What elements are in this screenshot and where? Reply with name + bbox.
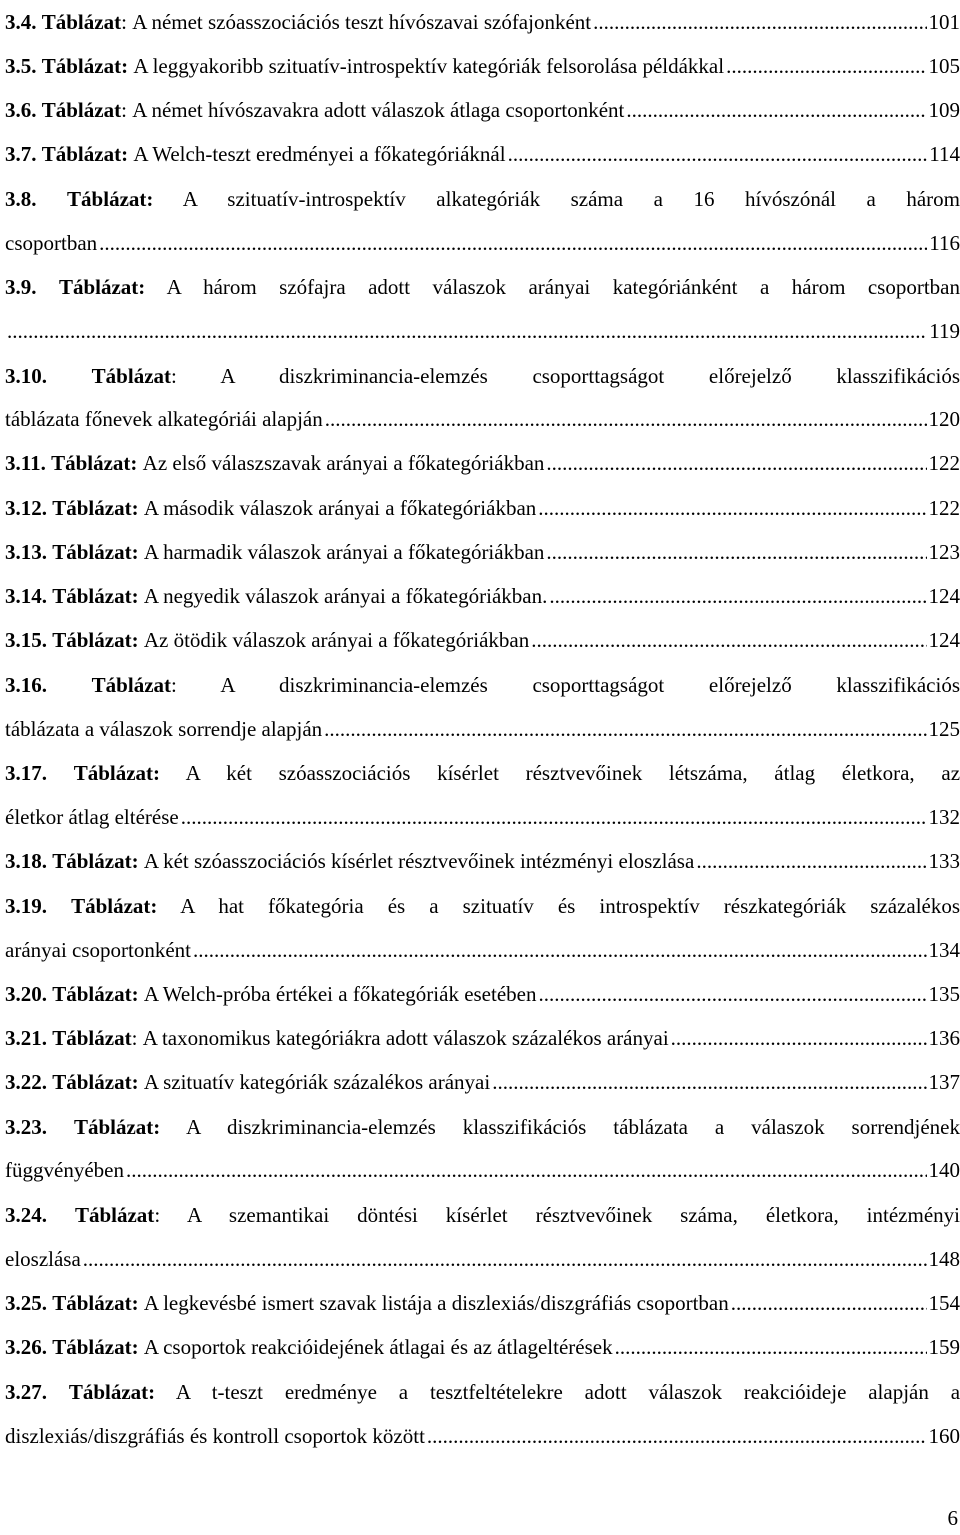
entry-gap bbox=[37, 187, 68, 211]
entry-number: 3.26. bbox=[5, 1335, 47, 1360]
toc-line bbox=[5, 354, 960, 398]
entry-label: Táblázat: bbox=[52, 628, 139, 653]
toc-entry[interactable] bbox=[5, 88, 960, 132]
entry-separator bbox=[155, 1380, 176, 1404]
dot-leader bbox=[427, 1424, 927, 1449]
toc-entry[interactable] bbox=[5, 1105, 960, 1193]
entry-title: A t-teszt eredménye a tesztfeltételekre adott válaszok reakcióideje alapján a bbox=[175, 1379, 960, 1404]
toc-entry[interactable] bbox=[5, 663, 960, 751]
toc-line bbox=[5, 44, 960, 88]
entry-number: 3.11. bbox=[5, 451, 46, 476]
entry-label: Táblázat: bbox=[52, 584, 139, 609]
entry-title: A hat főkategória és a szituatív és introspektív részkategóriák százalékos bbox=[180, 893, 960, 918]
dot-leader bbox=[538, 496, 926, 521]
toc-line bbox=[5, 133, 960, 177]
entry-number: 3.25. bbox=[5, 1291, 47, 1316]
toc-entry[interactable] bbox=[5, 619, 960, 663]
entry-page: 148 bbox=[928, 1246, 960, 1271]
toc-entry[interactable] bbox=[5, 486, 960, 530]
entry-title: A leggyakoribb szituatív-introspektív kategóriák felsorolása példákkal bbox=[133, 53, 725, 78]
entry-gap bbox=[47, 1380, 69, 1404]
dot-leader bbox=[7, 319, 927, 344]
entry-number: 3.17. bbox=[5, 761, 47, 786]
toc-entry[interactable] bbox=[5, 354, 960, 442]
dot-leader bbox=[671, 1026, 927, 1051]
entry-page: 137 bbox=[928, 1070, 960, 1095]
dot-leader bbox=[696, 849, 926, 874]
entry-title: A legkevésbé ismert szavak listája a diszlexiás/diszgráfiás csoportban bbox=[143, 1291, 729, 1316]
dot-leader bbox=[325, 407, 927, 432]
entry-number: 3.6. bbox=[5, 97, 37, 122]
entry-page: 122 bbox=[928, 451, 960, 476]
entry-label: Táblázat bbox=[91, 672, 172, 697]
dot-leader bbox=[193, 938, 926, 963]
entry-page: 154 bbox=[928, 1291, 960, 1316]
entry-label: Táblázat: bbox=[52, 981, 139, 1006]
toc-line bbox=[5, 1061, 960, 1105]
dot-leader bbox=[546, 540, 926, 565]
entry-page: 124 bbox=[928, 584, 960, 609]
entry-label: Táblázat: bbox=[73, 1114, 161, 1139]
toc-entry[interactable] bbox=[5, 574, 960, 618]
entry-page: 125 bbox=[928, 716, 960, 741]
entry-label: Táblázat: bbox=[51, 451, 138, 476]
entry-title: A két szóasszociációs kísérlet résztvevőinek létszáma, átlag életkora, az bbox=[185, 761, 960, 786]
toc-line bbox=[5, 619, 960, 663]
dot-leader bbox=[83, 1247, 927, 1272]
entry-title: A szemantikai döntési kísérlet résztvevőinek száma, életkora, intézményi bbox=[186, 1203, 960, 1228]
entry-number: 3.7. bbox=[5, 142, 37, 167]
entry-title: A két szóasszociációs kísérlet résztvevőinek intézményi eloszlása bbox=[143, 849, 695, 874]
entry-gap bbox=[47, 1203, 75, 1227]
entry-title: A diszkriminancia-elemzés csoporttagságot előrejelző klasszifikációs bbox=[220, 672, 960, 697]
entry-number: 3.16. bbox=[5, 672, 47, 697]
entry-number: 3.8. bbox=[5, 186, 37, 211]
toc-entry[interactable] bbox=[5, 1061, 960, 1105]
toc-entry[interactable] bbox=[5, 751, 960, 839]
entry-label: Táblázat: bbox=[68, 1379, 156, 1404]
entry-title: A negyedik válaszok arányai a főkategóriákban. bbox=[143, 584, 548, 609]
toc-entry[interactable] bbox=[5, 972, 960, 1016]
toc-line bbox=[5, 751, 960, 795]
dot-leader bbox=[615, 1335, 927, 1360]
entry-label: Táblázat: bbox=[71, 893, 158, 918]
entry-gap bbox=[47, 673, 92, 697]
toc-entry[interactable] bbox=[5, 177, 960, 265]
entry-separator bbox=[157, 894, 180, 918]
entry-separator: : bbox=[171, 672, 221, 697]
entry-label: Táblázat bbox=[41, 97, 122, 122]
entry-label: Táblázat: bbox=[73, 761, 161, 786]
toc-entry[interactable] bbox=[5, 265, 960, 353]
entry-separator bbox=[160, 761, 186, 785]
toc-line bbox=[5, 1414, 960, 1458]
entry-title: A diszkriminancia-elemzés csoporttagságot előrejelző klasszifikációs bbox=[220, 363, 960, 388]
entry-page: 101 bbox=[928, 9, 960, 34]
entry-separator bbox=[145, 275, 166, 299]
entry-number: 3.23. bbox=[5, 1114, 47, 1139]
entry-title: Az ötödik válaszok arányai a főkategóriákban bbox=[143, 628, 530, 653]
entry-number: 3.5. bbox=[5, 53, 37, 78]
entry-title: A német szóasszociációs teszt hívószavai szófajonként bbox=[132, 9, 592, 34]
dot-leader bbox=[726, 54, 926, 79]
table-of-contents bbox=[5, 0, 960, 1458]
entry-number: 3.19. bbox=[5, 893, 47, 918]
toc-entry[interactable] bbox=[5, 44, 960, 88]
entry-separator bbox=[160, 1115, 186, 1139]
entry-title: A szituatív kategóriák százalékos arányai bbox=[143, 1070, 491, 1095]
entry-label: Táblázat: bbox=[67, 186, 154, 211]
toc-line bbox=[5, 0, 960, 44]
toc-entry[interactable] bbox=[5, 840, 960, 884]
entry-number: 3.14. bbox=[5, 584, 47, 609]
entry-label: Táblázat: bbox=[41, 53, 129, 78]
entry-page: 122 bbox=[928, 495, 960, 520]
entry-number: 3.18. bbox=[5, 849, 47, 874]
entry-page: 136 bbox=[928, 1025, 960, 1050]
entry-separator: : bbox=[131, 1025, 143, 1050]
toc-entry[interactable] bbox=[5, 133, 960, 177]
entry-number: 3.22. bbox=[5, 1070, 47, 1095]
toc-line bbox=[5, 663, 960, 707]
entry-page: 140 bbox=[928, 1158, 960, 1183]
entry-separator bbox=[153, 187, 182, 211]
entry-page: 132 bbox=[928, 804, 960, 829]
entry-gap bbox=[47, 761, 74, 785]
dot-leader bbox=[508, 142, 928, 167]
entry-page: 124 bbox=[928, 628, 960, 653]
entry-number: 3.13. bbox=[5, 539, 47, 564]
toc-line bbox=[5, 88, 960, 132]
entry-label: Táblázat bbox=[52, 1025, 132, 1050]
toc-line bbox=[5, 1105, 960, 1149]
entry-title: A második válaszok arányai a főkategóriákban bbox=[143, 495, 537, 520]
entry-label: Táblázat: bbox=[52, 849, 139, 874]
toc-line bbox=[5, 177, 960, 221]
dot-leader bbox=[731, 1291, 927, 1316]
entry-title: A Welch-teszt eredményei a főkategóriáknál bbox=[133, 142, 506, 167]
entry-title-continued: eloszlása bbox=[5, 1246, 81, 1271]
entry-gap bbox=[37, 275, 59, 299]
toc-line bbox=[5, 221, 960, 265]
entry-separator: : bbox=[171, 363, 221, 388]
dot-leader bbox=[531, 628, 926, 653]
toc-line bbox=[5, 265, 960, 309]
entry-title-continued: függvényében bbox=[5, 1158, 124, 1183]
toc-line bbox=[5, 309, 960, 353]
entry-gap bbox=[47, 894, 71, 918]
toc-line bbox=[5, 707, 960, 751]
entry-number: 3.24. bbox=[5, 1203, 47, 1228]
entry-title-continued: táblázata a válaszok sorrendje alapján bbox=[5, 716, 323, 741]
entry-title: A csoportok reakcióidejének átlagai és az átlageltérések bbox=[143, 1335, 613, 1360]
dot-leader bbox=[626, 98, 926, 123]
entry-label: Táblázat: bbox=[52, 495, 139, 520]
toc-line bbox=[5, 574, 960, 618]
entry-number: 3.27. bbox=[5, 1379, 47, 1404]
entry-title: A taxonomikus kategóriákra adott válaszok százalékos arányai bbox=[142, 1025, 669, 1050]
entry-page: 134 bbox=[928, 937, 960, 962]
dot-leader bbox=[546, 451, 926, 476]
toc-entry[interactable] bbox=[5, 884, 960, 972]
entry-page: 159 bbox=[928, 1335, 960, 1360]
toc-line bbox=[5, 1016, 960, 1060]
entry-page: 105 bbox=[928, 53, 960, 78]
entry-label: Táblázat: bbox=[58, 275, 146, 300]
toc-line bbox=[5, 972, 960, 1016]
entry-label: Táblázat: bbox=[52, 539, 139, 564]
entry-separator: : bbox=[121, 97, 133, 122]
dot-leader bbox=[538, 982, 926, 1007]
entry-number: 3.21. bbox=[5, 1025, 47, 1050]
toc-line bbox=[5, 795, 960, 839]
dot-leader bbox=[549, 584, 926, 609]
entry-label: Táblázat: bbox=[41, 142, 129, 167]
toc-line bbox=[5, 1237, 960, 1281]
entry-number: 3.20. bbox=[5, 981, 47, 1006]
toc-entry[interactable] bbox=[5, 530, 960, 574]
toc-entry[interactable] bbox=[5, 1326, 960, 1370]
toc-line bbox=[5, 1149, 960, 1193]
entry-separator: : bbox=[154, 1203, 187, 1228]
entry-title-continued: diszlexiás/diszgráfiás és kontroll csoportok között bbox=[5, 1423, 425, 1448]
toc-entry[interactable] bbox=[5, 442, 960, 486]
entry-title: A Welch-próba értékei a főkategóriák esetében bbox=[143, 981, 537, 1006]
entry-label: Táblázat: bbox=[52, 1070, 139, 1095]
toc-line bbox=[5, 398, 960, 442]
dot-leader bbox=[593, 10, 926, 35]
entry-title: A német hívószavakra adott válaszok átlaga csoportonként bbox=[132, 97, 625, 122]
entry-page: 116 bbox=[929, 230, 960, 255]
toc-entry[interactable] bbox=[5, 1016, 960, 1060]
entry-page: 135 bbox=[928, 981, 960, 1006]
entry-label: Táblázat bbox=[91, 363, 172, 388]
entry-page: 109 bbox=[928, 97, 960, 122]
toc-line bbox=[5, 884, 960, 928]
entry-number: 3.4. bbox=[5, 9, 37, 34]
entry-number: 3.9. bbox=[5, 275, 37, 300]
toc-line bbox=[5, 530, 960, 574]
dot-leader bbox=[99, 231, 927, 256]
entry-title: A három szófajra adott válaszok arányai kategóriánként a három csoportban bbox=[166, 275, 960, 300]
toc-line bbox=[5, 840, 960, 884]
entry-label: Táblázat bbox=[74, 1203, 155, 1228]
entry-label: Táblázat: bbox=[52, 1291, 139, 1316]
entry-title: A diszkriminancia-elemzés klasszifikációs táblázata a válaszok sorrendjének bbox=[186, 1114, 960, 1139]
toc-line bbox=[5, 928, 960, 972]
toc-entry[interactable] bbox=[5, 0, 960, 44]
dot-leader bbox=[181, 805, 927, 830]
entry-number: 3.10. bbox=[5, 363, 47, 388]
entry-gap bbox=[47, 1115, 74, 1139]
entry-page: 119 bbox=[929, 318, 960, 343]
toc-line bbox=[5, 1281, 960, 1325]
toc-line bbox=[5, 1326, 960, 1370]
entry-page: 160 bbox=[928, 1423, 960, 1448]
page-number: 6 bbox=[947, 1506, 958, 1530]
dot-leader bbox=[324, 717, 926, 742]
entry-page: 114 bbox=[929, 142, 960, 167]
toc-line bbox=[5, 486, 960, 530]
entry-label: Táblázat: bbox=[52, 1335, 139, 1360]
toc-line bbox=[5, 1370, 960, 1414]
entry-title-continued: életkor átlag eltérése bbox=[5, 804, 179, 829]
entry-title: A szituatív-introspektív alkategóriák száma a 16 hívószónál a három bbox=[182, 186, 960, 211]
toc-line bbox=[5, 442, 960, 486]
entry-title-continued: csoportban bbox=[5, 230, 98, 255]
entry-page: 120 bbox=[928, 407, 960, 432]
toc-entry[interactable] bbox=[5, 1370, 960, 1458]
entry-page: 133 bbox=[928, 849, 960, 874]
toc-entry[interactable] bbox=[5, 1193, 960, 1281]
entry-number: 3.15. bbox=[5, 628, 47, 653]
entry-separator: : bbox=[121, 9, 133, 34]
entry-title-continued: táblázata főnevek alkategóriái alapján bbox=[5, 407, 323, 432]
entry-title: A harmadik válaszok arányai a főkategóriákban bbox=[143, 539, 545, 564]
entry-page: 123 bbox=[928, 539, 960, 564]
entry-gap bbox=[47, 364, 92, 388]
entry-number: 3.12. bbox=[5, 495, 47, 520]
toc-entry[interactable] bbox=[5, 1281, 960, 1325]
toc-line bbox=[5, 1193, 960, 1237]
entry-title: Az első válaszszavak arányai a főkategóriákban bbox=[142, 451, 545, 476]
dot-leader bbox=[492, 1070, 926, 1095]
dot-leader bbox=[126, 1158, 927, 1183]
entry-title-continued: arányai csoportonként bbox=[5, 937, 192, 962]
entry-label: Táblázat bbox=[41, 9, 122, 34]
